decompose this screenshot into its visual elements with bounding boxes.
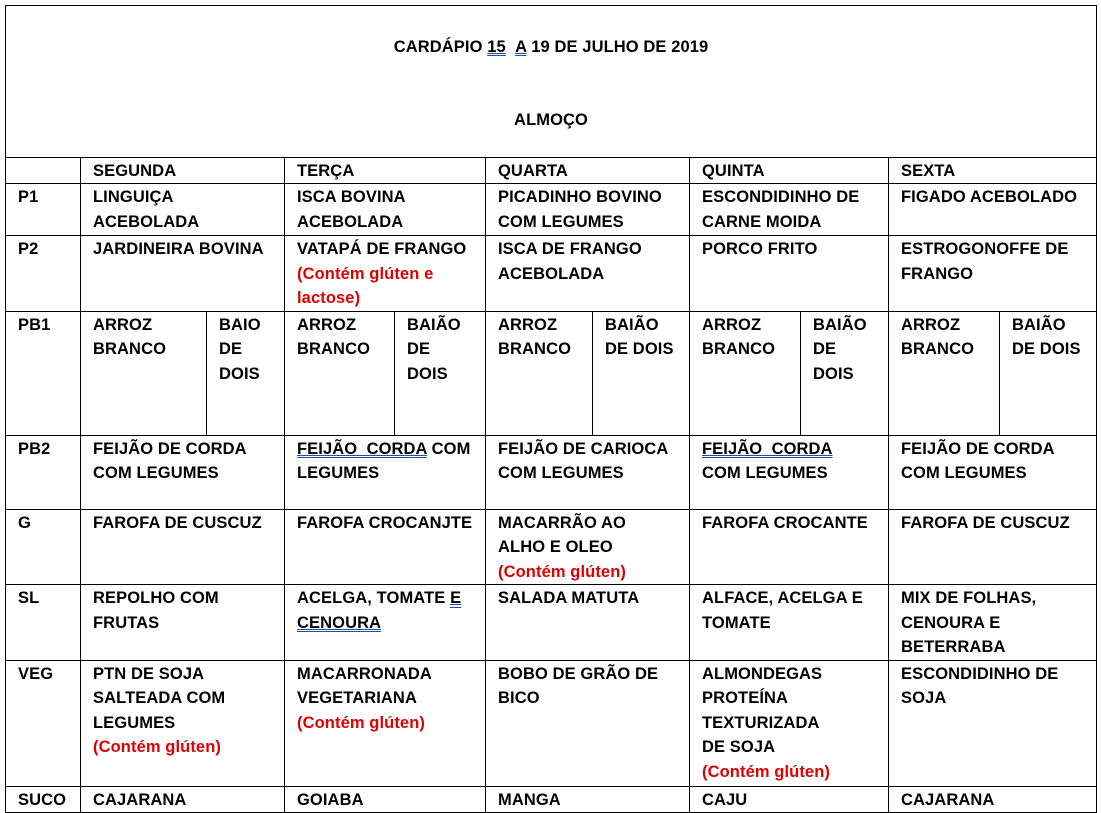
veg-friday: ESCONDIDINHO DE SOJA (889, 660, 1097, 786)
row-label-pb2: PB2 (6, 435, 81, 509)
suco-thursday: CAJU (690, 786, 889, 813)
pb1-tuesday-rice: ARROZ BRANCO (285, 311, 395, 435)
veg-thursday (690, 660, 889, 786)
p2-monday: JARDINEIRA BOVINA (81, 236, 285, 312)
p2-tuesday-dish: VATAPÁ DE FRANGO (297, 240, 467, 258)
p2-tuesday (285, 236, 486, 312)
g-tuesday: FAROFA CROCANJTE (285, 509, 486, 585)
row-label-p2: P2 (6, 236, 81, 312)
day-header-tuesday: TERÇA (285, 157, 486, 184)
pb1-thursday-baiao: BAIÃO DE DOIS (801, 311, 889, 435)
corner-cell (6, 157, 81, 184)
p1-friday: FIGADO ACEBOLADO (889, 184, 1097, 236)
g-wednesday-dish: MACARRÃO AO ALHO E OLEO (498, 513, 626, 556)
sl-tuesday-text-a: ACELGA, TOMATE (297, 589, 451, 607)
p1-wednesday: PICADINHO BOVINO COM LEGUMES (486, 184, 690, 236)
p1-thursday: ESCONDIDINHO DE CARNE MOIDA (690, 184, 889, 236)
sl-tuesday-text-b: E (450, 589, 462, 607)
veg-thursday-warning: (Contém glúten) (702, 762, 830, 781)
p1-monday: LINGUIÇA ACEBOLADA (81, 184, 285, 236)
menu-header (6, 6, 1097, 158)
pb2-thursday-underlined: FEIJÃO CORDA (702, 439, 833, 458)
pb1-friday-baiao: BAIÃO DE DOIS (1000, 311, 1097, 435)
p2-friday: ESTROGONOFFE DE FRANGO (889, 236, 1097, 312)
suco-wednesday: MANGA (486, 786, 690, 813)
row-label-veg: VEG (6, 660, 81, 786)
veg-wednesday: BOBO DE GRÃO DE BICO (486, 660, 690, 786)
sl-thursday: ALFACE, ACELGA E TOMATE (690, 585, 889, 661)
pb2-monday: FEIJÃO DE CORDA COM LEGUMES (81, 435, 285, 509)
pb1-monday-rice: ARROZ BRANCO (81, 311, 207, 435)
pb1-friday-rice: ARROZ BRANCO (889, 311, 1000, 435)
day-header-wednesday: QUARTA (486, 157, 690, 184)
sl-monday: REPOLHO COM FRUTAS (81, 585, 285, 661)
menu-title: CARDÁPIO 15 A 19 DE JULHO DE 2019 (393, 37, 709, 56)
sl-tuesday (285, 585, 486, 661)
sl-tuesday-text-c: CENOURA (297, 613, 382, 632)
veg-monday-dish: PTN DE SOJA SALTEADA COM LEGUMES (93, 664, 226, 732)
day-header-friday: SEXTA (889, 157, 1097, 184)
suco-monday: CAJARANA (81, 786, 285, 813)
p1-tuesday: ISCA BOVINA ACEBOLADA (285, 184, 486, 236)
row-label-p1: P1 (6, 184, 81, 236)
pb1-wednesday-rice: ARROZ BRANCO (486, 311, 593, 435)
pb1-thursday-rice: ARROZ BRANCO (690, 311, 801, 435)
g-friday: FAROFA DE CUSCUZ (889, 509, 1097, 585)
veg-monday (81, 660, 285, 786)
veg-thursday-dish: ALMONDEGAS PROTEÍNA TEXTURIZADA DE SOJA (702, 664, 823, 756)
pb2-thursday-rest: COM LEGUMES (702, 464, 828, 482)
p2-wednesday: ISCA DE FRANGO ACEBOLADA (486, 236, 690, 312)
pb2-wednesday: FEIJÃO DE CARIOCA COM LEGUMES (486, 435, 690, 509)
pb1-monday-baiao: BAIO DE DOIS (207, 311, 285, 435)
g-wednesday (486, 509, 690, 585)
suco-friday: CAJARANA (889, 786, 1097, 813)
pb1-tuesday-baiao: BAIÃO DE DOIS (395, 311, 486, 435)
p2-thursday: PORCO FRITO (690, 236, 889, 312)
veg-monday-warning: (Contém glúten) (93, 738, 221, 756)
pb1-wednesday-baiao: BAIÃO DE DOIS (593, 311, 690, 435)
day-header-thursday: QUINTA (690, 157, 889, 184)
row-label-suco: SUCO (6, 786, 81, 813)
g-monday: FAROFA DE CUSCUZ (81, 509, 285, 585)
p2-tuesday-warning: (Contém glúten e lactose) (297, 264, 434, 307)
suco-tuesday: GOIABA (285, 786, 486, 813)
pb2-thursday (690, 435, 889, 509)
g-wednesday-warning: (Contém glúten) (498, 562, 626, 581)
g-thursday: FAROFA CROCANTE (690, 509, 889, 585)
day-header-monday: SEGUNDA (81, 157, 285, 184)
title-day-start: 15 (487, 37, 506, 56)
veg-tuesday (285, 660, 486, 786)
sl-friday: MIX DE FOLHAS, CENOURA E BETERRABA (889, 585, 1097, 661)
title-separator: A (515, 37, 527, 56)
menu-table (5, 5, 1097, 813)
menu-subtitle: ALMOÇO (514, 110, 588, 129)
row-label-g: G (6, 509, 81, 585)
pb2-friday: FEIJÃO DE CORDA COM LEGUMES (889, 435, 1097, 509)
row-label-pb1: PB1 (6, 311, 81, 435)
pb2-tuesday-underlined: FEIJÃO CORDA (297, 439, 427, 458)
veg-tuesday-warning: (Contém glúten) (297, 713, 425, 732)
pb2-tuesday (285, 435, 486, 509)
veg-tuesday-dish: MACARRONADA VEGETARIANA (297, 664, 432, 707)
pb2-tuesday-rest: COM LEGUMES (297, 439, 471, 482)
row-label-sl: SL (6, 585, 81, 661)
sl-wednesday: SALADA MATUTA (486, 585, 690, 661)
